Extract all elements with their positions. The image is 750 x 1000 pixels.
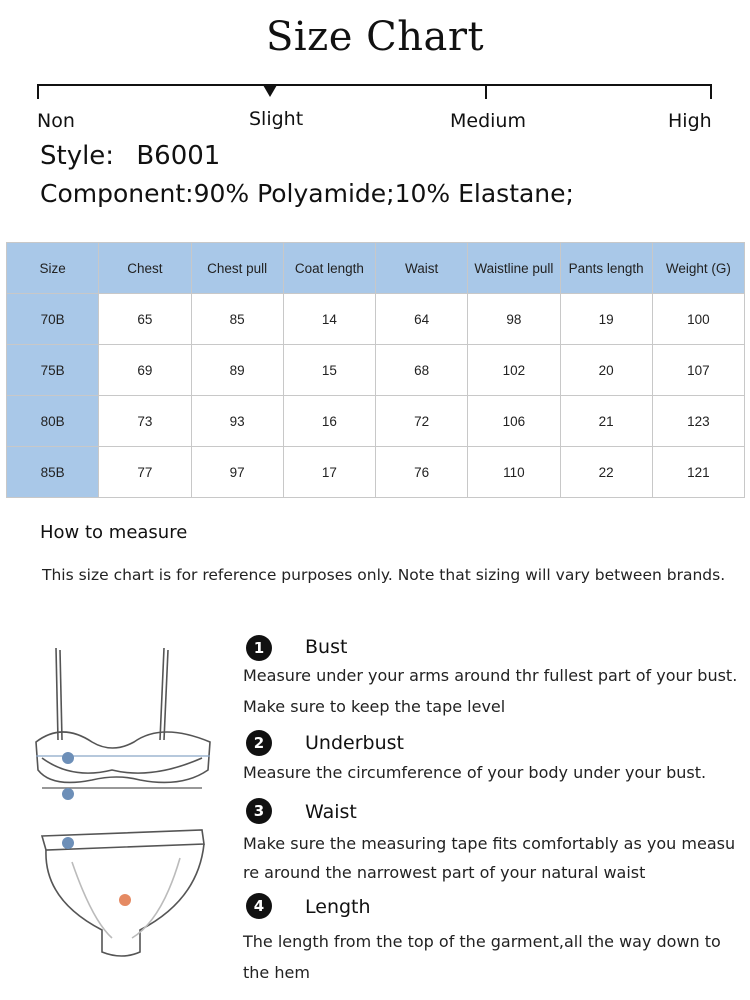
- table-cell: 72: [376, 396, 468, 447]
- table-row: [7, 447, 745, 498]
- measure-desc-length-line1: The length from the top of the garment,all the way down to: [243, 932, 721, 951]
- measure-desc-waist-line1: Make sure the measuring tape fits comfortably as you measu: [243, 834, 736, 853]
- table-cell: 68: [376, 345, 468, 396]
- size-cell: 70B: [7, 294, 99, 345]
- table-cell: 21: [560, 396, 652, 447]
- measure-desc-underbust: Measure the circumference of your body under your bust.: [243, 763, 707, 782]
- size-table: [6, 242, 745, 498]
- table-header-cell: Chest pull: [191, 243, 283, 294]
- marker-4-icon: [119, 894, 131, 906]
- table-row: [7, 345, 745, 396]
- panty-illustration: [42, 830, 204, 956]
- table-header-cell: Coat length: [283, 243, 375, 294]
- table-header-cell: Size: [7, 243, 99, 294]
- marker-3-icon: [62, 837, 74, 849]
- table-cell: 16: [283, 396, 375, 447]
- table-header-cell: Weight (G): [652, 243, 744, 294]
- table-cell: 15: [283, 345, 375, 396]
- table-cell: 14: [283, 294, 375, 345]
- table-cell: 77: [99, 447, 191, 498]
- table-cell: 106: [468, 396, 560, 447]
- table-cell: 22: [560, 447, 652, 498]
- table-header-row: [7, 243, 745, 294]
- table-cell: 76: [376, 447, 468, 498]
- table-cell: 98: [468, 294, 560, 345]
- scale-pointer-icon: [263, 85, 277, 97]
- table-cell: 100: [652, 294, 744, 345]
- how-to-measure-heading: How to measure: [40, 522, 188, 543]
- page-title: Size Chart: [265, 14, 485, 60]
- table-header-cell: Chest: [99, 243, 191, 294]
- table-row: [7, 396, 745, 447]
- bra-illustration: [36, 648, 210, 788]
- number-1-icon: 1: [246, 635, 272, 661]
- table-cell: 123: [652, 396, 744, 447]
- number-3-icon: 3: [246, 798, 272, 824]
- size-cell: 75B: [7, 345, 99, 396]
- scale-tick: [710, 84, 712, 99]
- table-cell: 102: [468, 345, 560, 396]
- table-cell: 69: [99, 345, 191, 396]
- scale-label-slight: Slight: [249, 108, 304, 130]
- scale-label-high: High: [668, 110, 712, 132]
- measure-desc-bust-line2: Make sure to keep the tape level: [243, 697, 506, 716]
- table-cell: 85: [191, 294, 283, 345]
- measure-title-underbust: Underbust: [305, 732, 404, 754]
- measure-title-length: Length: [305, 896, 371, 918]
- stretch-scale-line: [38, 84, 712, 86]
- table-cell: 93: [191, 396, 283, 447]
- table-cell: 97: [191, 447, 283, 498]
- table-header-cell: Pants length: [560, 243, 652, 294]
- garment-illustration: [22, 630, 222, 970]
- style-value: B6001: [136, 141, 221, 171]
- measure-desc-bust-line1: Measure under your arms around thr fullest part of your bust.: [243, 666, 738, 685]
- number-2-icon: 2: [246, 730, 272, 756]
- table-cell: 20: [560, 345, 652, 396]
- marker-1-icon: [62, 752, 74, 764]
- table-cell: 110: [468, 447, 560, 498]
- scale-label-medium: Medium: [450, 110, 526, 132]
- scale-label-non: Non: [37, 110, 75, 132]
- table-cell: 73: [99, 396, 191, 447]
- scale-tick: [485, 84, 487, 99]
- measure-title-bust: Bust: [305, 636, 348, 658]
- table-cell: 65: [99, 294, 191, 345]
- measure-title-waist: Waist: [305, 801, 357, 823]
- reference-note: This size chart is for reference purposes only. Note that sizing will vary between brands.: [42, 566, 726, 584]
- component-line: Component:90% Polyamide;10% Elastane;: [40, 179, 574, 208]
- size-cell: 85B: [7, 447, 99, 498]
- size-cell: 80B: [7, 396, 99, 447]
- style-line: [40, 141, 220, 171]
- table-cell: 89: [191, 345, 283, 396]
- number-4-icon: 4: [246, 893, 272, 919]
- table-cell: 64: [376, 294, 468, 345]
- table-cell: 107: [652, 345, 744, 396]
- table-cell: 19: [560, 294, 652, 345]
- table-row: [7, 294, 745, 345]
- table-header-cell: Waist: [376, 243, 468, 294]
- style-label: Style:: [40, 141, 115, 171]
- marker-2-icon: [62, 788, 74, 800]
- measure-desc-length-line2: the hem: [243, 963, 310, 982]
- measure-desc-waist-line2: re around the narrowest part of your natural waist: [243, 863, 646, 882]
- table-cell: 121: [652, 447, 744, 498]
- scale-tick: [37, 84, 39, 99]
- table-cell: 17: [283, 447, 375, 498]
- table-header-cell: Waistline pull: [468, 243, 560, 294]
